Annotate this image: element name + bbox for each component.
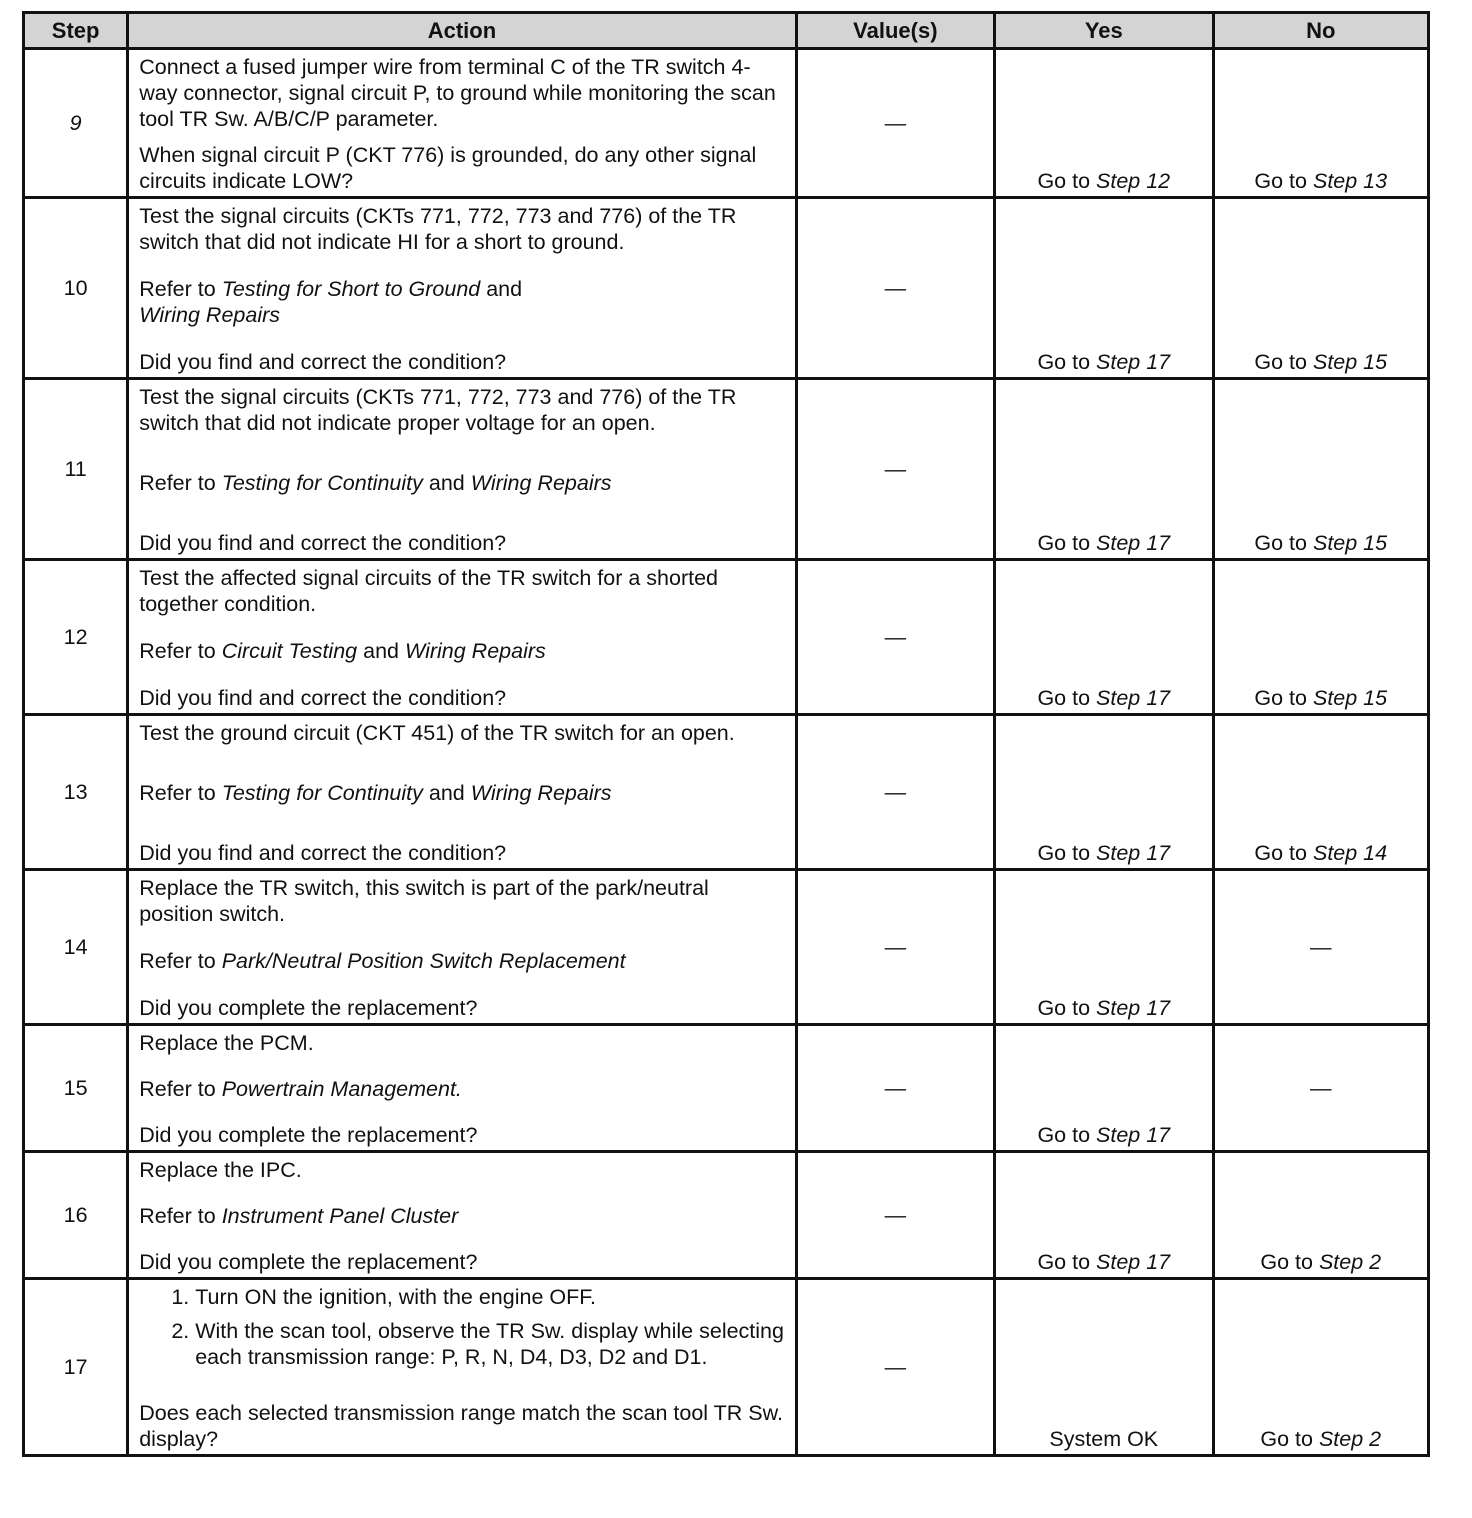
value-cell: — xyxy=(796,1152,994,1279)
action-text: Connect a fused jumper wire from terminal C of the TR switch 4-way connector, signal circuit P, to ground while monitoring the scan tool TR Sw. A/B/C/P parameter. xyxy=(139,55,776,131)
action-cell xyxy=(128,379,796,560)
yes-cell: Go to Step 17 xyxy=(995,198,1213,379)
header-row xyxy=(24,13,1429,49)
table-row xyxy=(24,1279,1429,1456)
no-cell: Go to Step 2 xyxy=(1213,1279,1428,1456)
step-number: 17 xyxy=(24,1279,128,1456)
action-question: When signal circuit P (CKT 776) is grounded, do any other signal circuits indicate LOW? xyxy=(139,143,757,193)
action-cell xyxy=(128,715,796,870)
value-cell: — xyxy=(796,198,994,379)
no-cell: Go to Step 14 xyxy=(1213,715,1428,870)
table-row xyxy=(24,1025,1429,1152)
value-cell: — xyxy=(796,1025,994,1152)
action-reference: Refer to Testing for Continuity and Wiring Repairs xyxy=(139,471,612,495)
value-cell: — xyxy=(796,379,994,560)
step-number: 12 xyxy=(24,560,128,715)
action-reference: Refer to Instrument Panel Cluster xyxy=(139,1204,459,1228)
value-cell: — xyxy=(796,870,994,1025)
value-cell: — xyxy=(796,49,994,198)
table-row xyxy=(24,560,1429,715)
yes-cell: Go to Step 17 xyxy=(995,715,1213,870)
header-values: Value(s) xyxy=(796,13,994,49)
table-row xyxy=(24,715,1429,870)
step-number: 16 xyxy=(24,1152,128,1279)
yes-cell: Go to Step 17 xyxy=(995,560,1213,715)
action-cell xyxy=(128,1152,796,1279)
action-question: Did you find and correct the condition? xyxy=(139,686,507,710)
table-row xyxy=(24,49,1429,198)
table-row xyxy=(24,1152,1429,1279)
action-question: Does each selected transmission range match the scan tool TR Sw. display? xyxy=(139,1401,783,1451)
yes-cell: Go to Step 17 xyxy=(995,1152,1213,1279)
list-item: 1. Turn ON the ignition, with the engine OFF. xyxy=(195,1284,786,1310)
action-question: Did you complete the replacement? xyxy=(139,996,478,1020)
action-question: Did you find and correct the condition? xyxy=(139,531,507,555)
action-cell xyxy=(128,560,796,715)
diagnostic-table xyxy=(22,11,1430,1457)
no-cell: Go to Step 13 xyxy=(1213,49,1428,198)
no-cell: Go to Step 15 xyxy=(1213,379,1428,560)
action-cell xyxy=(128,198,796,379)
action-text: Test the affected signal circuits of the TR switch for a shorted together condition. xyxy=(139,566,719,616)
action-question: Did you find and correct the condition? xyxy=(139,841,507,865)
action-text: Replace the IPC. xyxy=(139,1158,302,1182)
no-cell: — xyxy=(1213,1025,1428,1152)
action-cell xyxy=(128,870,796,1025)
action-text: Test the signal circuits (CKTs 771, 772, 773 and 776) of the TR switch that did not indicate proper voltage for an open. xyxy=(139,385,737,435)
action-cell xyxy=(128,1025,796,1152)
action-question: Did you complete the replacement? xyxy=(139,1250,478,1274)
header-yes: Yes xyxy=(995,13,1213,49)
table-row xyxy=(24,379,1429,560)
action-text: Test the ground circuit (CKT 451) of the TR switch for an open. xyxy=(139,721,735,745)
no-cell: Go to Step 2 xyxy=(1213,1152,1428,1279)
value-cell: — xyxy=(796,715,994,870)
action-cell xyxy=(128,1279,796,1456)
yes-cell: Go to Step 17 xyxy=(995,379,1213,560)
header-action: Action xyxy=(128,13,796,49)
action-reference: Refer to Powertrain Management. xyxy=(139,1077,462,1101)
action-list xyxy=(139,1284,786,1378)
action-reference: Refer to Testing for Short to Ground and Wiring Repairs xyxy=(139,277,523,327)
yes-cell: Go to Step 12 xyxy=(995,49,1213,198)
step-number: 10 xyxy=(24,198,128,379)
step-number: 14 xyxy=(24,870,128,1025)
action-reference: Refer to Park/Neutral Position Switch Replacement xyxy=(139,949,626,973)
action-reference: Refer to Testing for Continuity and Wiring Repairs xyxy=(139,781,612,805)
action-question: Did you find and correct the condition? xyxy=(139,350,507,374)
list-item: 2. With the scan tool, observe the TR Sw. display while selecting each transmission range: P, R, N, D4, D3, D2 and D1. xyxy=(195,1318,786,1370)
value-cell: — xyxy=(796,560,994,715)
no-cell: — xyxy=(1213,870,1428,1025)
value-cell: — xyxy=(796,1279,994,1456)
action-reference: Refer to Circuit Testing and Wiring Repairs xyxy=(139,639,546,663)
header-step: Step xyxy=(24,13,128,49)
action-text: Replace the PCM. xyxy=(139,1031,314,1055)
header-no: No xyxy=(1213,13,1428,49)
yes-cell: Go to Step 17 xyxy=(995,870,1213,1025)
step-number: 9 xyxy=(24,49,128,198)
yes-cell: System OK xyxy=(995,1279,1213,1456)
step-number: 15 xyxy=(24,1025,128,1152)
action-text: Test the signal circuits (CKTs 771, 772, 773 and 776) of the TR switch that did not indicate HI for a short to ground. xyxy=(139,204,737,254)
action-text: Replace the TR switch, this switch is part of the park/neutral position switch. xyxy=(139,876,709,926)
action-question: Did you complete the replacement? xyxy=(139,1123,478,1147)
step-number: 13 xyxy=(24,715,128,870)
no-cell: Go to Step 15 xyxy=(1213,198,1428,379)
action-cell xyxy=(128,49,796,198)
no-cell: Go to Step 15 xyxy=(1213,560,1428,715)
table-row xyxy=(24,870,1429,1025)
table-row xyxy=(24,198,1429,379)
yes-cell: Go to Step 17 xyxy=(995,1025,1213,1152)
step-number: 11 xyxy=(24,379,128,560)
